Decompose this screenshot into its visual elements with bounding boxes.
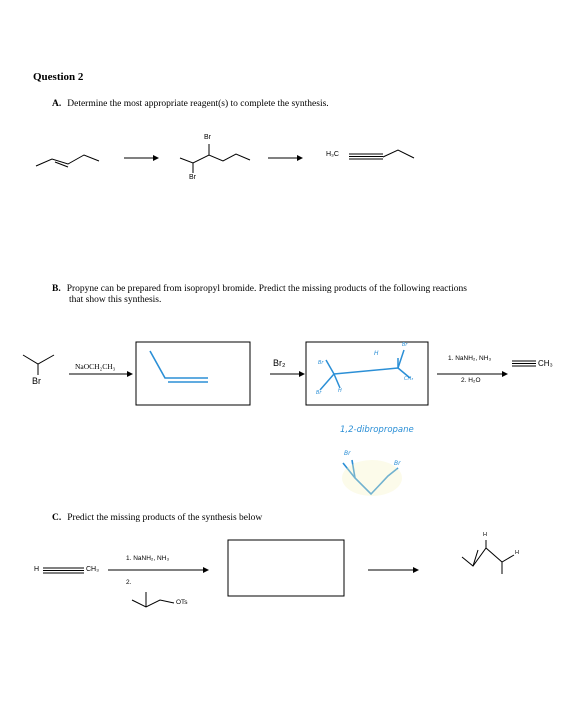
part-b-hw-h1: H xyxy=(374,350,379,357)
part-b-hw-br3: Br xyxy=(316,390,322,396)
part-c-reagent-1: 1. NaNH₂, NH₃ xyxy=(126,555,170,562)
part-c-product-h2: H xyxy=(515,550,519,556)
part-b-hw-name: 1,2-dibropropane xyxy=(340,425,414,435)
part-b-isopropyl-bromide xyxy=(23,355,54,364)
part-b-hw-br2: Br xyxy=(402,342,408,348)
part-a-dibromide-structure xyxy=(180,154,250,163)
part-c-alkyne-ch3: CH₃ xyxy=(86,566,99,573)
part-c-product-structure xyxy=(462,548,514,566)
part-c-product-h1: H xyxy=(483,532,487,538)
part-b-reagent-3b: 2. H₂O xyxy=(461,377,481,384)
part-b-hw-br4: Br xyxy=(344,450,351,457)
part-c-text: Predict the missing products of the synthesis below xyxy=(67,513,263,523)
part-b-hw-highlight xyxy=(342,460,402,496)
part-b-br-label: Br xyxy=(32,376,41,386)
part-a-text: Determine the most appropriate reagent(s) to complete the synthesis. xyxy=(67,99,329,109)
part-c-ots: OTs xyxy=(176,599,188,606)
part-b-label: B. xyxy=(52,284,61,294)
part-b-product-ch3: CH₃ xyxy=(538,359,553,368)
part-a-h3c: H₃C xyxy=(326,151,339,158)
part-a-alkyne-tail xyxy=(383,150,414,158)
part-b-hw-br1: Br xyxy=(318,360,324,366)
part-b-hw-propene xyxy=(150,351,208,382)
part-b-text-line1: Propyne can be prepared from isopropyl bromide. Predict the missing products of the following reactions xyxy=(66,284,467,294)
question-title: Question 2 xyxy=(33,71,84,83)
part-b-hw-h2: H xyxy=(338,388,342,394)
part-a-alkene-double-bond xyxy=(55,162,68,167)
part-b-reagent-1: NaOCH₂CH₃ xyxy=(75,362,116,371)
part-c-tosylate-structure xyxy=(132,600,174,607)
part-a-label: A. xyxy=(52,99,62,109)
part-b-hw-dibromide xyxy=(320,350,410,390)
part-c-label: C. xyxy=(52,513,62,523)
part-b-answer-box-1 xyxy=(136,342,250,405)
part-b-hw-ch3: CH₃ xyxy=(404,376,414,382)
part-b-reagent-3a: 1. NaNH₂, NH₃ xyxy=(448,355,492,362)
part-c-reagent-2-num: 2. xyxy=(126,579,132,586)
part-b-reagent-2: Br₂ xyxy=(273,358,286,368)
part-b-answer-box-2 xyxy=(306,342,428,405)
part-c-answer-box xyxy=(228,540,344,596)
part-a-alkene-structure xyxy=(36,155,99,166)
part-c-product-branch xyxy=(473,550,478,566)
part-b-text-line2: that show this synthesis. xyxy=(69,295,162,305)
part-a-br-top: Br xyxy=(204,134,211,141)
part-b-hw-br5: Br xyxy=(394,460,401,467)
part-a-br-bottom: Br xyxy=(189,174,196,181)
part-c-alkyne-h: H xyxy=(34,566,40,573)
